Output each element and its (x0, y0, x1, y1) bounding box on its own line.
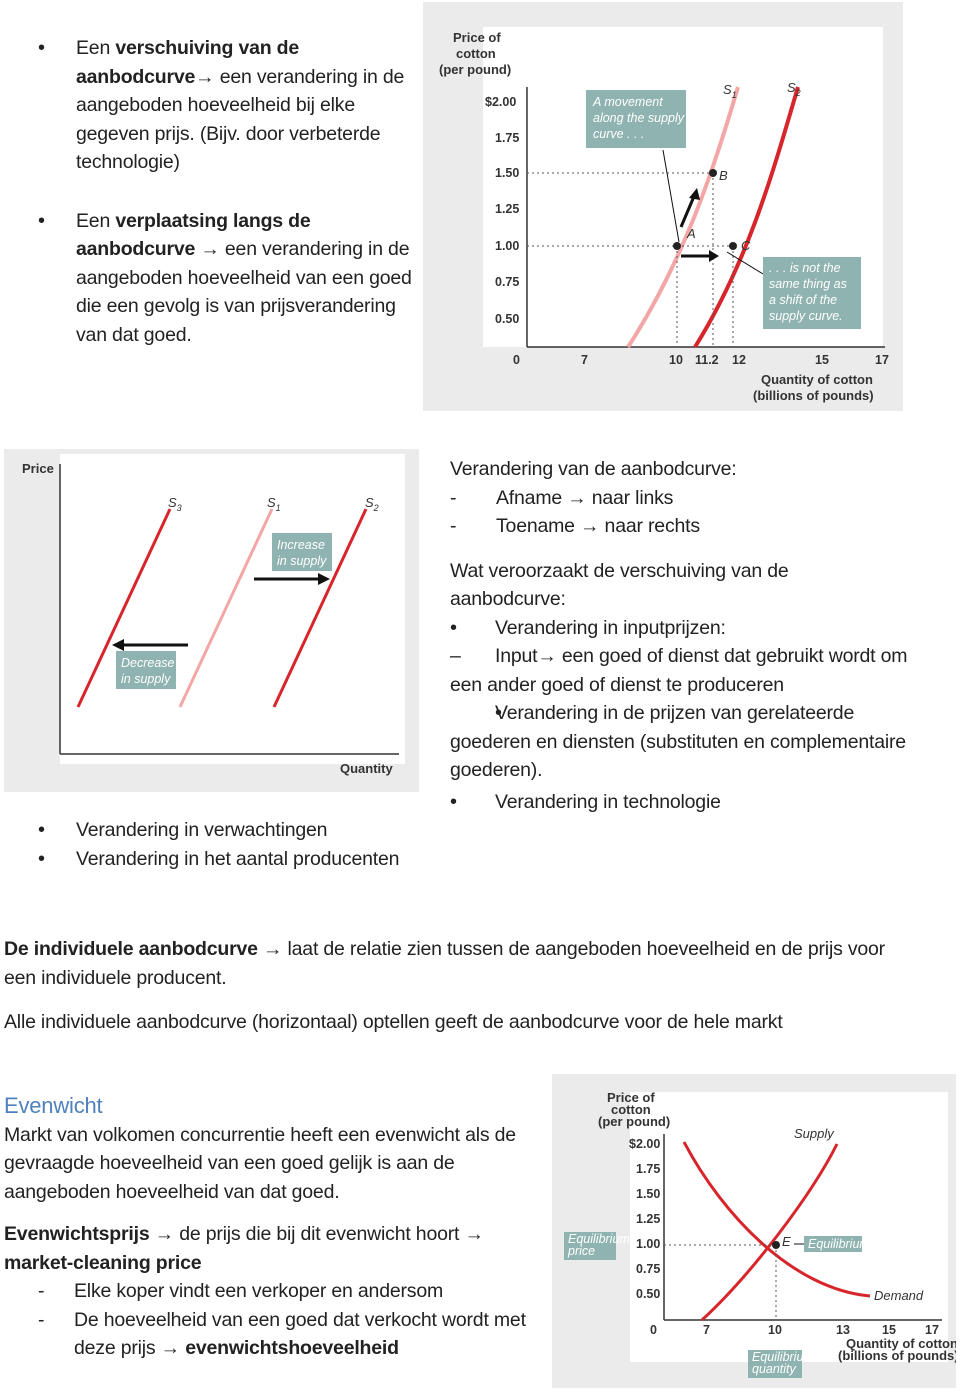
note-line: curve . . . (593, 127, 645, 141)
x-tick: 0 (650, 1323, 657, 1337)
note-line: in supply (121, 672, 171, 686)
point-label: B (719, 168, 728, 183)
y-tick: 1.75 (495, 131, 520, 145)
x-tick: 7 (581, 353, 588, 367)
point-label: A (687, 226, 696, 241)
cause-title: Wat veroorzaakt de verschuiving van de aanbodcurve: (450, 559, 789, 610)
equilibrium-price-paragraph: Evenwichtsprijs → de prijs die bij dit evenwicht hoort → market-cleaning price (4, 1223, 484, 1274)
ylabel: Price (22, 461, 54, 476)
figure-two-svg (4, 449, 419, 792)
section1-text (38, 34, 418, 349)
x-tick: 15 (882, 1323, 896, 1337)
xlabel: Quantity (340, 761, 393, 776)
note-line: Equilibrium (752, 1350, 814, 1364)
ylabel-line: cotton (611, 1102, 651, 1117)
curve-label: $S_2$ (787, 80, 801, 98)
note-line: Equilibrium (808, 1237, 870, 1251)
point-b (709, 169, 717, 177)
bullet-move-along: • Een verplaatsing langs de aanbodcurve → een verandering in de aangeboden hoeveelheid van een goed die een gevolg is van prijsverandering van dat goed. (38, 207, 418, 350)
note-line: . . . is not the (769, 261, 841, 275)
point-c (729, 242, 737, 250)
ylabel-line: cotton (456, 46, 496, 61)
x-tick: 0 (513, 353, 520, 367)
ylabel-line: (per pound) (439, 62, 512, 77)
curve-label: $S_2$ (365, 495, 379, 513)
cause-item: • Verandering in inputprijzen: (450, 614, 930, 643)
x-tick: 12 (732, 353, 746, 367)
e-label: E (782, 1234, 791, 1249)
ylabel-line: Price of (607, 1090, 655, 1105)
xlabel-line: (billions of pounds) (838, 1348, 956, 1363)
y-tick: 0.50 (636, 1287, 661, 1301)
figure-equilibrium (552, 1074, 956, 1388)
section-heading: Evenwicht (4, 1093, 103, 1118)
y-tick: 1.00 (495, 239, 520, 253)
note-line: along the supply (593, 111, 685, 125)
ylabel-line: Price of (453, 30, 501, 45)
y-tick: 0.75 (636, 1262, 661, 1276)
point-label: C (741, 238, 751, 253)
curve-label: $S_1$ (267, 495, 281, 513)
equilibrium-paragraph: Markt van volkomen concurrentie heeft een evenwicht als de gevraagde hoeveelheid van een goed gelijk is aan de aangeboden hoeveelheid van dat goed. (4, 1123, 516, 1203)
figure-supply-increase-decrease (4, 449, 419, 792)
list-item: - De hoeveelheid van een goed dat verkocht wordt met deze prijs → evenwichtshoeveelheid (38, 1308, 526, 1359)
xlabel-line: (billions of pounds) (753, 388, 874, 403)
note-line: price (568, 1244, 596, 1258)
x-tick: 10 (768, 1323, 782, 1337)
ylabel-line: (per pound) (598, 1114, 671, 1129)
list-item: - Elke koper vindt een verkoper en andersom (38, 1280, 444, 1302)
x-tick: 11.2 (695, 353, 719, 367)
x-tick: 13 (836, 1323, 850, 1337)
y-tick: 1.75 (636, 1162, 661, 1176)
shift-title: Verandering van de aanbodcurve: (450, 458, 737, 480)
note-line: Increase (277, 538, 325, 552)
note-line: Equilibrium (568, 1232, 630, 1246)
xlabel-line: Quantity of cotton (846, 1336, 956, 1351)
note-line: same thing as (769, 277, 847, 291)
note-line: A movement (593, 95, 663, 109)
bullet-shift-supply: • Een verschuiving van de aanbodcurve→ een verandering in de aangeboden hoeveelheid bij elke gegeven prijs. (Bijv. door verbeterde technologie) (38, 34, 418, 177)
x-tick: 7 (703, 1323, 710, 1337)
bold-term: verschuiving van de aanbodcurve (76, 37, 300, 88)
note-line: in supply (277, 554, 327, 568)
section2-left (38, 816, 438, 873)
y-tick: $2.00 (629, 1137, 661, 1151)
equilibrium-point (772, 1241, 780, 1249)
market-supply-paragraph: Alle individuele aanbodcurve (horizontaal) optellen geeft de aanbodcurve voor de hele markt (4, 1011, 783, 1033)
input-line: – Input→ een goed of dienst dat gebruikt wordt om een ander goed of dienst te produceren (450, 645, 908, 696)
note-line: quantity (752, 1362, 796, 1376)
y-tick: 1.50 (636, 1187, 661, 1201)
cause-item: • Verandering in de prijzen van gerelateerde goederen en diensten (substituten en complementaire goederen). (450, 699, 930, 785)
y-tick: 1.25 (636, 1212, 661, 1226)
individual-supply-paragraph: De individuele aanbodcurve → laat de relatie zien tussen de aangeboden hoeveelheid en de prijs voor een individuele producent. (4, 938, 885, 989)
note-line: a shift of the (769, 293, 838, 307)
section2-right (450, 455, 930, 816)
y-tick: 1.25 (495, 202, 520, 216)
curve-label: $S_1$ (723, 82, 737, 100)
bold-term: verplaatsing langs de aanbodcurve (76, 209, 311, 260)
section3 (4, 935, 904, 1037)
figure-supply-shift-svg (423, 2, 903, 411)
y-tick: 1.00 (636, 1237, 661, 1251)
x-tick: 17 (925, 1323, 939, 1337)
xlabel-line: Quantity of cotton (761, 372, 873, 387)
figure-supply-shift (423, 2, 903, 411)
x-tick: 17 (875, 353, 889, 367)
curve-label: $S_3$ (168, 495, 182, 513)
list-item: - Afname → naar links (450, 486, 674, 509)
x-tick: 15 (815, 353, 829, 367)
y-tick: $2.00 (485, 95, 517, 109)
point-a (673, 242, 681, 250)
y-tick: 0.75 (495, 275, 520, 289)
note-line: supply curve. (769, 309, 843, 323)
section4 (4, 1092, 534, 1363)
y-tick: 0.50 (495, 312, 520, 326)
supply-label: Supply (794, 1126, 834, 1141)
list-item: • Verandering in het aantal producenten (38, 845, 438, 874)
list-item: • Verandering in verwachtingen (38, 816, 438, 845)
cause-item: • Verandering in technologie (450, 788, 930, 817)
y-tick: 1.50 (495, 166, 520, 180)
note-line: Decrease (121, 656, 175, 670)
list-item: - Toename → naar rechts (450, 515, 700, 537)
figure-equilibrium-svg (552, 1074, 956, 1388)
x-tick: 10 (669, 353, 683, 367)
demand-label: Demand (874, 1288, 924, 1303)
